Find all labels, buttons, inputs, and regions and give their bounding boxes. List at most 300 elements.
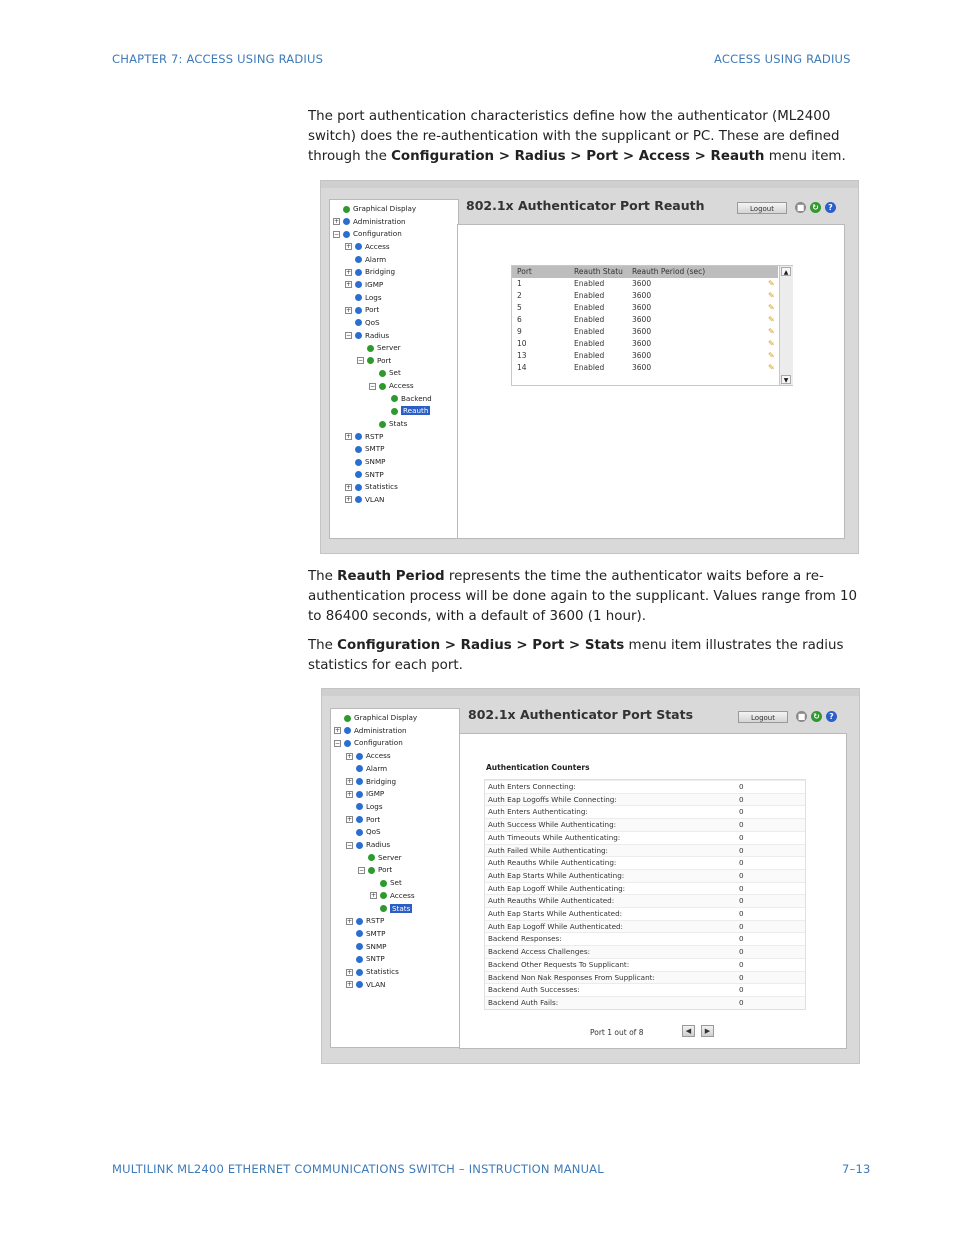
screenshot-top-bar [321, 181, 858, 188]
tree-item[interactable] [345, 254, 386, 266]
spacer [358, 854, 365, 861]
counter-label: Auth Failed While Authenticating: [488, 845, 608, 855]
spacer [346, 943, 353, 950]
content-panel [459, 733, 847, 1049]
intro-paragraph [308, 107, 874, 167]
expand-icon[interactable]: + [335, 727, 341, 735]
counters-title: Authentication Counters [486, 763, 590, 772]
expand-icon[interactable]: + [346, 496, 352, 504]
tree-item[interactable] [357, 342, 401, 354]
collapse-icon[interactable]: − [359, 866, 365, 874]
arrow-bullet-icon [355, 471, 362, 478]
counter-row [485, 780, 805, 793]
counter-value: 0 [739, 883, 744, 893]
tree-item-label: RSTP [366, 916, 385, 926]
help-icon[interactable]: ? [826, 711, 837, 722]
pager-text: Port 1 out of 8 [590, 1028, 644, 1037]
tree-item-label: Bridging [366, 776, 397, 786]
prev-page-button[interactable]: ◀ [682, 1025, 695, 1037]
counter-value: 0 [739, 858, 744, 868]
counter-row [485, 793, 805, 806]
tree-item-label: Server [378, 852, 402, 862]
arrow-bullet-icon [355, 459, 362, 466]
counter-row [485, 818, 805, 831]
expand-icon[interactable]: + [347, 816, 353, 824]
counter-label: Backend Other Requests To Supplicant: [488, 959, 630, 969]
spacer [334, 715, 341, 722]
counter-label: Auth Eap Logoff While Authenticated: [488, 921, 623, 931]
edit-pencil-icon[interactable]: ✎ [768, 279, 775, 288]
counter-row [485, 945, 805, 958]
table-row[interactable] [512, 278, 778, 290]
counter-row [485, 971, 805, 984]
counter-label: Auth Eap Starts While Authenticated: [488, 909, 623, 918]
tree-item[interactable] [345, 330, 389, 342]
expand-icon[interactable]: + [347, 968, 353, 976]
cell-status: Enabled [574, 327, 605, 336]
table-row[interactable] [512, 314, 778, 326]
table-row[interactable] [512, 362, 778, 374]
expand-icon[interactable]: + [346, 306, 352, 314]
tree-item-label: QoS [365, 317, 380, 327]
counter-value: 0 [739, 934, 744, 944]
counter-row [485, 894, 805, 907]
spacer [381, 395, 388, 402]
tree-item-label: Access [365, 241, 390, 251]
counter-row [485, 996, 805, 1009]
arrow-bullet-icon [355, 319, 362, 326]
arrow-bullet-icon [344, 727, 351, 734]
tree-item[interactable] [346, 826, 381, 838]
tree-item-label: IGMP [365, 279, 384, 289]
tree-item[interactable] [345, 481, 398, 493]
tree-item[interactable] [345, 443, 385, 455]
col-port: Port [517, 267, 532, 276]
tree-item-label: Port [378, 865, 393, 875]
tree-item-label: QoS [366, 827, 381, 837]
tree-item[interactable] [333, 216, 406, 228]
tree-item[interactable] [345, 456, 385, 468]
tree-item[interactable] [334, 737, 403, 749]
tree-item[interactable] [346, 788, 384, 800]
tree-item[interactable] [345, 317, 380, 329]
tree-item-label: Bridging [365, 267, 396, 277]
print-icon[interactable]: ■ [797, 712, 806, 721]
edit-pencil-icon[interactable]: ✎ [768, 363, 775, 372]
counter-value: 0 [739, 947, 744, 957]
tree-item-label: Access [390, 890, 415, 900]
tree-item-label: IGMP [366, 789, 385, 799]
tree-item-label: Reauth [403, 406, 429, 416]
tree-item-label: SNMP [366, 941, 387, 951]
tree-item[interactable] [346, 941, 386, 953]
tree-item[interactable] [381, 405, 430, 417]
spacer [369, 421, 376, 428]
counter-label: Auth Enters Connecting: [488, 782, 576, 791]
cell-port: 6 [517, 315, 522, 324]
stats-text-1: The [308, 638, 338, 653]
counter-label: Backend Auth Fails: [488, 997, 559, 1007]
tree-item-label: Server [377, 343, 401, 353]
logout-button[interactable]: Logout [737, 202, 787, 214]
cell-period: 3600 [632, 363, 652, 372]
tree-item[interactable] [345, 292, 382, 304]
tree-item-label: Radius [365, 330, 390, 340]
scroll-down-icon[interactable]: ▼ [781, 375, 791, 384]
counters-table [484, 779, 806, 1010]
spacer [370, 905, 377, 912]
table-row[interactable] [512, 290, 778, 302]
intro-text-2: menu item. [764, 149, 846, 164]
counter-value: 0 [739, 921, 744, 931]
help-icon[interactable]: ? [825, 202, 836, 213]
page-title: 802.1x Authenticator Port Reauth [466, 198, 705, 213]
cell-period: 3600 [632, 279, 652, 288]
arrow-bullet-icon [356, 943, 363, 950]
arrow-bullet-icon [368, 867, 375, 874]
arrow-bullet-icon [356, 969, 363, 976]
edit-pencil-icon[interactable]: ✎ [768, 339, 775, 348]
counter-value: 0 [739, 959, 744, 969]
counter-label: Backend Responses: [488, 934, 562, 944]
counter-row [485, 882, 805, 895]
arrow-bullet-icon [344, 715, 351, 722]
stats-paragraph [308, 636, 874, 676]
scroll-up-icon[interactable]: ▲ [781, 267, 791, 276]
tree-item-label: VLAN [365, 494, 385, 504]
expand-icon[interactable]: + [346, 281, 352, 289]
tree-item[interactable] [345, 469, 384, 481]
expand-icon[interactable]: + [346, 483, 352, 491]
page-footer-left: MULTILINK ML2400 ETHERNET COMMUNICATIONS SWITCH – INSTRUCTION MANUAL [112, 1162, 604, 1176]
arrow-bullet-icon [380, 892, 387, 899]
arrow-bullet-icon [343, 206, 350, 213]
reauth-screenshot [320, 180, 859, 554]
tree-item-label: Stats [392, 903, 411, 913]
expand-icon[interactable]: + [347, 752, 353, 760]
counter-label: Auth Eap Logoff While Authenticating: [488, 883, 626, 893]
tree-item[interactable] [346, 966, 399, 978]
arrow-bullet-icon [355, 496, 362, 503]
tree-item-label: Graphical Display [353, 204, 417, 213]
spacer [346, 803, 353, 810]
tree-item-label: SNTP [365, 469, 384, 479]
intro-text-1: The port authentication characteristics define how the authenticator (ML2400 switch) does the re-authentication with the supplicant or PC. These are defined through the [308, 109, 840, 164]
tree-item-label: Port [377, 355, 392, 365]
arrow-bullet-icon [355, 484, 362, 491]
tree-item-label: Configuration [353, 229, 402, 239]
counter-label: Auth Enters Authenticating: [488, 807, 588, 817]
page-header-right: ACCESS USING RADIUS [714, 52, 851, 66]
table-scrollbar[interactable] [779, 266, 793, 385]
arrow-bullet-icon [379, 421, 386, 428]
tree-item-label: Backend [401, 393, 432, 403]
cell-status: Enabled [574, 339, 605, 348]
arrow-bullet-icon [367, 345, 374, 352]
spacer [369, 370, 376, 377]
arrow-bullet-icon [356, 829, 363, 836]
tree-item[interactable] [346, 953, 385, 965]
tree-item[interactable] [346, 814, 380, 826]
cell-port: 14 [517, 363, 527, 372]
tree-item[interactable] [369, 380, 414, 392]
tree-item-label: SNMP [365, 457, 386, 466]
arrow-bullet-icon [344, 740, 351, 747]
counter-label: Backend Auth Successes: [488, 985, 580, 995]
tree-item[interactable] [346, 750, 391, 762]
tree-item[interactable] [345, 431, 383, 443]
arrow-bullet-icon [355, 446, 362, 453]
collapse-icon[interactable]: − [358, 357, 364, 365]
counter-label: Auth Reauths While Authenticating: [488, 858, 617, 868]
arrow-bullet-icon [356, 842, 363, 849]
cell-port: 2 [517, 291, 522, 300]
expand-icon[interactable]: + [347, 790, 353, 798]
arrow-bullet-icon [379, 370, 386, 377]
screenshot-top-bar [322, 689, 859, 696]
tree-item-label: Set [390, 878, 402, 888]
table-header [512, 266, 778, 278]
tree-item-label: VLAN [366, 979, 386, 989]
col-period: Reauth Period (sec) [632, 267, 706, 276]
arrow-bullet-icon [356, 765, 363, 772]
expand-icon[interactable]: + [346, 433, 352, 441]
tree-item[interactable] [369, 418, 407, 430]
counter-row [485, 856, 805, 869]
table-row[interactable] [512, 326, 778, 338]
tree-item[interactable] [358, 864, 392, 876]
tree-item-label: Statistics [365, 482, 398, 492]
counter-row [485, 983, 805, 996]
counter-row [485, 844, 805, 857]
tree-item-label: Port [365, 305, 380, 315]
arrow-bullet-icon [356, 816, 363, 823]
table-row[interactable] [512, 338, 778, 350]
edit-pencil-icon[interactable]: ✎ [768, 303, 775, 312]
arrow-bullet-icon [380, 880, 387, 887]
counter-value: 0 [739, 972, 744, 982]
counter-row [485, 805, 805, 818]
edit-pencil-icon[interactable]: ✎ [768, 327, 775, 336]
arrow-bullet-icon [343, 218, 350, 225]
collapse-icon[interactable]: − [346, 332, 352, 339]
next-page-button[interactable]: ▶ [701, 1025, 714, 1037]
tree-item[interactable] [370, 890, 415, 902]
counter-row [485, 932, 805, 945]
counter-value: 0 [739, 896, 744, 906]
counter-value: 0 [739, 832, 744, 842]
tree-item-label: Set [389, 368, 401, 378]
tree-item[interactable] [346, 763, 387, 775]
tree-item-label: Logs [366, 801, 383, 811]
cell-status: Enabled [574, 315, 605, 324]
edit-pencil-icon[interactable]: ✎ [768, 315, 775, 324]
collapse-icon[interactable]: − [334, 230, 340, 238]
cell-port: 1 [517, 279, 522, 288]
spacer [346, 956, 353, 963]
spacer [381, 408, 388, 415]
arrow-bullet-icon [356, 930, 363, 937]
spacer [346, 829, 353, 836]
edit-pencil-icon[interactable]: ✎ [768, 351, 775, 360]
tree-item[interactable] [358, 852, 402, 864]
tree-item[interactable] [334, 712, 417, 724]
cell-port: 5 [517, 303, 522, 312]
arrow-bullet-icon [356, 981, 363, 988]
counter-row [485, 869, 805, 882]
expand-icon[interactable]: + [346, 268, 352, 276]
collapse-icon[interactable]: − [347, 841, 353, 849]
counter-value: 0 [739, 820, 744, 830]
tree-item-label: Logs [365, 292, 382, 302]
table-row[interactable] [512, 350, 778, 362]
tree-item[interactable] [345, 279, 383, 291]
arrow-bullet-icon [355, 243, 362, 250]
arrow-bullet-icon [368, 854, 375, 861]
expand-icon[interactable]: + [334, 218, 340, 226]
arrow-bullet-icon [379, 383, 386, 390]
counter-value: 0 [739, 997, 744, 1007]
logout-button[interactable]: Logout [738, 711, 788, 723]
tree-item[interactable] [369, 367, 401, 379]
cell-period: 3600 [632, 315, 652, 324]
arrow-bullet-icon [343, 231, 350, 238]
tree-item[interactable] [346, 776, 396, 788]
cell-port: 10 [517, 339, 527, 348]
arrow-bullet-icon [367, 357, 374, 364]
arrow-bullet-icon [356, 753, 363, 760]
expand-icon[interactable]: + [371, 892, 377, 900]
arrow-bullet-icon [356, 956, 363, 963]
tree-item[interactable] [346, 915, 384, 927]
page-title: 802.1x Authenticator Port Stats [468, 707, 694, 722]
print-icon[interactable]: ■ [796, 203, 805, 212]
tree-item[interactable] [334, 725, 407, 737]
arrow-bullet-icon [355, 433, 362, 440]
tree-item[interactable] [333, 228, 402, 240]
arrow-bullet-icon [356, 918, 363, 925]
cell-status: Enabled [574, 291, 605, 300]
stats-menu-path: Configuration > Radius > Port > Stats [337, 638, 625, 653]
tree-item[interactable] [333, 203, 416, 215]
counter-label: Backend Access Challenges: [488, 947, 591, 957]
tree-item-label: Administration [353, 216, 406, 226]
refresh-icon[interactable]: ↻ [810, 202, 821, 213]
spacer [345, 319, 352, 326]
counter-label: Auth Eap Starts While Authenticating: [488, 870, 625, 880]
tree-item-label: Radius [366, 840, 391, 849]
counter-value: 0 [739, 985, 744, 995]
tree-item[interactable] [346, 801, 383, 813]
expand-icon[interactable]: + [347, 917, 353, 925]
expand-icon[interactable]: + [346, 243, 352, 251]
tree-item[interactable] [345, 266, 395, 278]
collapse-icon[interactable]: − [370, 382, 376, 390]
tree-item-label: Stats [389, 419, 408, 429]
tree-item[interactable] [345, 241, 390, 253]
cell-period: 3600 [632, 291, 652, 300]
cell-status: Enabled [574, 363, 605, 372]
counter-label: Auth Success While Authenticating: [488, 820, 617, 830]
tree-item[interactable] [345, 304, 379, 316]
tree-item-label: SMTP [365, 444, 385, 454]
counter-value: 0 [739, 807, 744, 817]
arrow-bullet-icon [355, 269, 362, 276]
tree-item-label: SNTP [366, 954, 385, 964]
spacer [333, 206, 340, 213]
tree-item[interactable] [381, 393, 432, 405]
arrow-bullet-icon [355, 256, 362, 263]
arrow-bullet-icon [355, 281, 362, 288]
tree-item-label: Port [366, 814, 381, 824]
counter-label: Auth Eap Logoffs While Connecting: [488, 794, 617, 804]
nav-tree-panel [330, 708, 460, 1048]
arrow-bullet-icon [355, 294, 362, 301]
tree-item-label: Statistics [366, 967, 399, 976]
tree-item[interactable] [370, 877, 402, 889]
tree-item-label: Access [366, 751, 391, 761]
tree-item-label: Configuration [354, 738, 403, 748]
page-footer-right: 7–13 [842, 1162, 871, 1176]
cell-port: 9 [517, 327, 522, 336]
cell-period: 3600 [632, 339, 652, 348]
col-status: Reauth Statu [574, 267, 623, 276]
spacer [345, 446, 352, 453]
spacer [345, 471, 352, 478]
edit-pencil-icon[interactable]: ✎ [768, 291, 775, 300]
cell-status: Enabled [574, 279, 605, 288]
tree-item[interactable] [345, 494, 384, 506]
counter-value: 0 [739, 909, 744, 918]
tree-item-label: Administration [354, 725, 407, 735]
intro-menu-path: Configuration > Radius > Port > Access > Reauth [391, 149, 765, 164]
counter-value: 0 [739, 845, 744, 855]
counter-label: Backend Non Nak Responses From Supplicant: [488, 972, 655, 982]
refresh-icon[interactable]: ↻ [811, 711, 822, 722]
tree-item[interactable] [346, 928, 386, 940]
arrow-bullet-icon [356, 803, 363, 810]
arrow-bullet-icon [355, 332, 362, 339]
collapse-icon[interactable]: − [335, 739, 341, 747]
tree-item-label: Alarm [366, 763, 388, 773]
spacer [345, 459, 352, 466]
spacer [370, 880, 377, 887]
counter-row [485, 920, 805, 933]
reauth-table [511, 265, 793, 386]
cell-period: 3600 [632, 303, 652, 312]
cell-port: 13 [517, 351, 527, 360]
expand-icon[interactable]: + [347, 981, 353, 989]
expand-icon[interactable]: + [347, 778, 353, 785]
cell-status: Enabled [574, 303, 605, 312]
period-text-2: represents the time the authenticator waits before a re-authentication process will be done again to the supplicant. Values range from 10 to 86400 seconds, with a default of 3600 (1 hour). [308, 569, 858, 624]
arrow-bullet-icon [356, 778, 363, 785]
spacer [346, 765, 353, 772]
tree-item[interactable] [357, 355, 391, 367]
table-row[interactable] [512, 302, 778, 314]
tree-item[interactable] [346, 839, 390, 851]
page-header-left: CHAPTER 7: ACCESS USING RADIUS [112, 52, 324, 66]
tree-item[interactable] [346, 979, 385, 991]
period-term: Reauth Period [337, 569, 445, 584]
cell-status: Enabled [574, 351, 605, 360]
tree-item-label: Access [389, 381, 414, 391]
arrow-bullet-icon [391, 408, 398, 415]
tree-item[interactable] [370, 903, 412, 915]
counter-value: 0 [739, 870, 744, 880]
counter-value: 0 [739, 782, 744, 791]
spacer [345, 294, 352, 301]
